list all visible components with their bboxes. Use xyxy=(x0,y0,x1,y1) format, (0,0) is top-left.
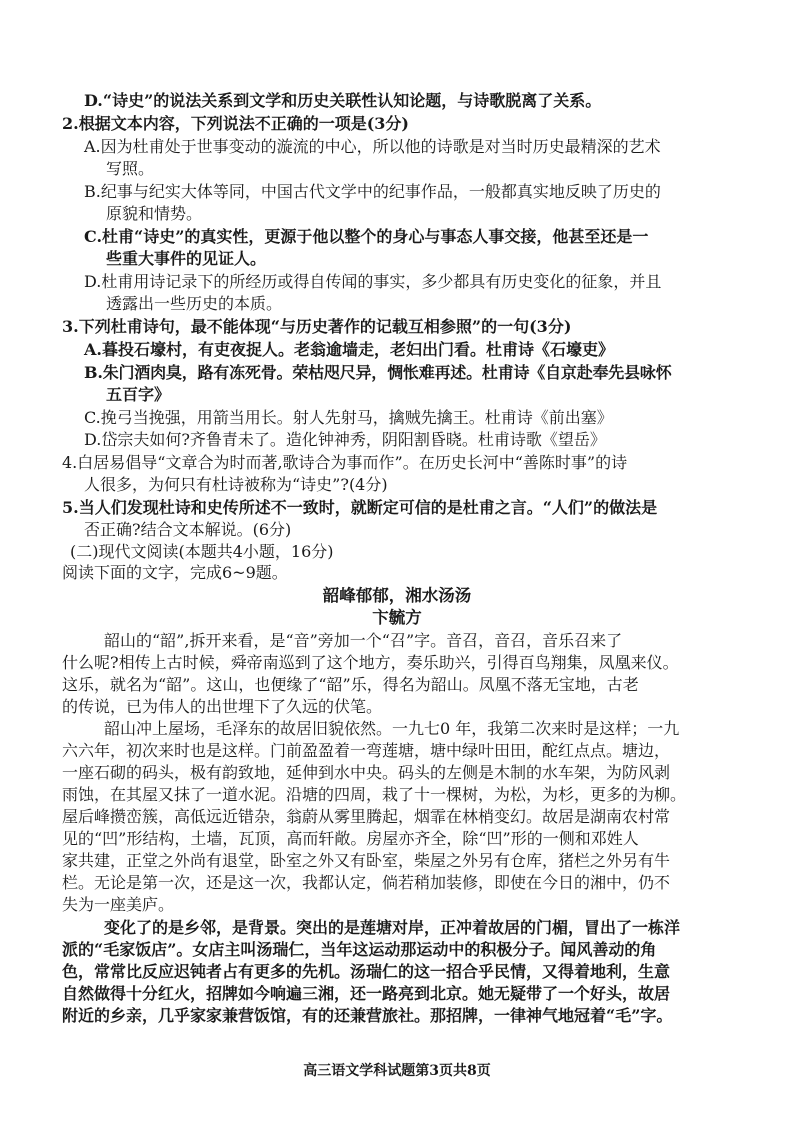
paragraph-line: 六六年，初次来时也是这样。门前盈盈着一弯莲塘，塘中绿叶田田，酡红点点。塘边， xyxy=(62,741,671,760)
q5-line1: 5.当人们发现杜诗和史传所述不一致时，就断定可信的是杜甫之言。“人们”的做法是 xyxy=(62,498,658,517)
q2-option-c-line2: 些重大事件的见证人。 xyxy=(106,249,267,268)
paragraph-line: 附近的乡亲，几乎家家兼营饭馆，有的还兼营旅社。那招牌，一律神气地冠着“毛”字。 xyxy=(62,1006,673,1025)
paragraph-line: 一座石砌的码头，极有韵致地，延伸到水中央。码头的左侧是木制的水车架，为防风剥 xyxy=(62,763,671,782)
paragraph-line: 见的“凹”形结构，土墙，瓦顶，高而轩敞。房屋亦齐全，除“凹”形的一侧和邓姓人 xyxy=(62,829,639,848)
paragraph-line: 的传说，已为伟人的出世埋下了久远的伏笔。 xyxy=(62,697,383,716)
q4-line2: 人很多，为何只有杜诗被称为“诗史”?(4分) xyxy=(84,475,388,494)
paragraph-line: 色，常常比反应迟钝者占有更多的先机。汤瑞仁的这一招合乎民情，又得着地利，生意 xyxy=(62,962,671,981)
q3-option-a: A.暮投石壕村，有吏夜捉人。老翁逾墙走，老妇出门看。杜甫诗《石壕吏》 xyxy=(84,340,614,359)
page-footer: 高三语文学科试题第3页共8页 xyxy=(303,1063,491,1079)
q2-option-c-line1: C.杜甫“诗史”的真实性，更源于他以整个的身心与事态人事交接，他甚至还是一 xyxy=(84,227,649,246)
paragraph-line: 什么呢?相传上古时候，舜帝南巡到了这个地方，奏乐助兴，引得百鸟翔集，凤凰来仪。 xyxy=(62,653,679,672)
q2-stem: 2.根据文本内容，下列说法不正确的一项是(3分) xyxy=(62,114,409,133)
q3-option-b-line2: 五百字》 xyxy=(106,385,171,404)
q3-option-c: C.挽弓当挽强，用箭当用长。射人先射马，擒贼先擒王。杜甫诗《前出塞》 xyxy=(84,408,613,427)
paragraph-line: 韶山冲上屋场，毛泽东的故居旧貌依然。一九七0 年，我第二次来时是这样；一九 xyxy=(104,719,680,738)
q2-option-b-line1: B.纪事与纪实大体等同，中国古代文学中的纪事作品，一般都真实地反映了历史的 xyxy=(84,182,661,201)
q2-option-a-line2: 写照。 xyxy=(106,159,155,178)
q2-option-d-line1: D.杜甫用诗记录下的所经历或得自传闻的事实，多少都具有历史变化的征象，并且 xyxy=(84,272,662,291)
q1-option-d: D.“诗史”的说法关系到文学和历史关联性认知论题，与诗歌脱离了关系。 xyxy=(84,91,602,110)
article-title: 韶峰郁郁，湘水汤汤 xyxy=(322,586,472,605)
section-heading: (二)现代文阅读(本题共4小题，16分) xyxy=(70,542,334,561)
paragraph-line: 变化了的是乡邻，是背景。突出的是莲塘对岸，正冲着故居的门楣，冒出了一栋洋 xyxy=(104,918,681,937)
paragraph-line: 派的“毛家饭店”。女店主叫汤瑞仁，当年这运动那运动中的积极分子。闻风善动的角 xyxy=(62,940,657,959)
paragraph-line: 失为一座美庐。 xyxy=(62,895,175,914)
article-author: 卞毓方 xyxy=(372,608,422,627)
paragraph-line: 雨蚀，在其屋又抹了一道水泥。沿塘的四周，栽了十一棵树，为松，为杉，更多的为柳。 xyxy=(62,785,687,804)
q4-line1: 4.白居易倡导“文章合为时而著,歌诗合为事而作”。在历史长河中“善陈时事”的诗 xyxy=(62,453,628,472)
q3-option-d: D.岱宗夫如何?齐鲁青未了。造化钟神秀，阴阳割昏晓。杜甫诗歌《望岳》 xyxy=(84,430,606,449)
paragraph-line: 韶山的“韶”,拆开来看，是“音”旁加一个“召”字。音召，音召，音乐召来了 xyxy=(104,631,623,650)
paragraph-line: 这乐，就名为“韶”。这山，也便缘了“韶”乐，得名为韶山。凤凰不落无宝地，古老 xyxy=(62,675,639,694)
q5-line2: 否正确?结合文本解说。(6分) xyxy=(84,520,292,539)
q3-option-b-line1: B.朱门酒肉臭，路有冻死骨。荣枯咫尺异，惆怅难再述。杜甫诗《自京赴奉先县咏怀 xyxy=(84,363,672,382)
q2-option-b-line2: 原貌和情势。 xyxy=(106,204,203,223)
q2-option-d-line2: 透露出一些历史的本质。 xyxy=(106,294,283,313)
q3-stem: 3.下列杜甫诗句，最不能体现“与历史著作的记载互相参照”的一句(3分) xyxy=(62,317,572,336)
paragraph-line: 屋后峰攒峦簇，高低远近错杂，翁蔚从雾里腾起，烟霏在林梢变幻。故居是湖南农村常 xyxy=(62,807,671,826)
paragraph-line: 自然做得十分红火，招牌如今响遍三湘，还一路亮到北京。她无疑带了一个好头，故居 xyxy=(62,984,671,1003)
reading-instruction: 阅读下面的文字，完成6~9题。 xyxy=(62,563,288,582)
q2-option-a-line1: A.因为杜甫处于世事变动的漩流的中心，所以他的诗歌是对当时历史最精深的艺术 xyxy=(84,137,661,156)
paragraph-line: 家共建，正堂之外尚有退堂，卧室之外又有卧室，柴屋之外另有仓库，猪栏之外另有牛 xyxy=(62,851,671,870)
paragraph-line: 栏。无论是第一次，还是这一次，我都认定，倘若稍加装修，即使在今日的湘中，仍不 xyxy=(62,873,671,892)
